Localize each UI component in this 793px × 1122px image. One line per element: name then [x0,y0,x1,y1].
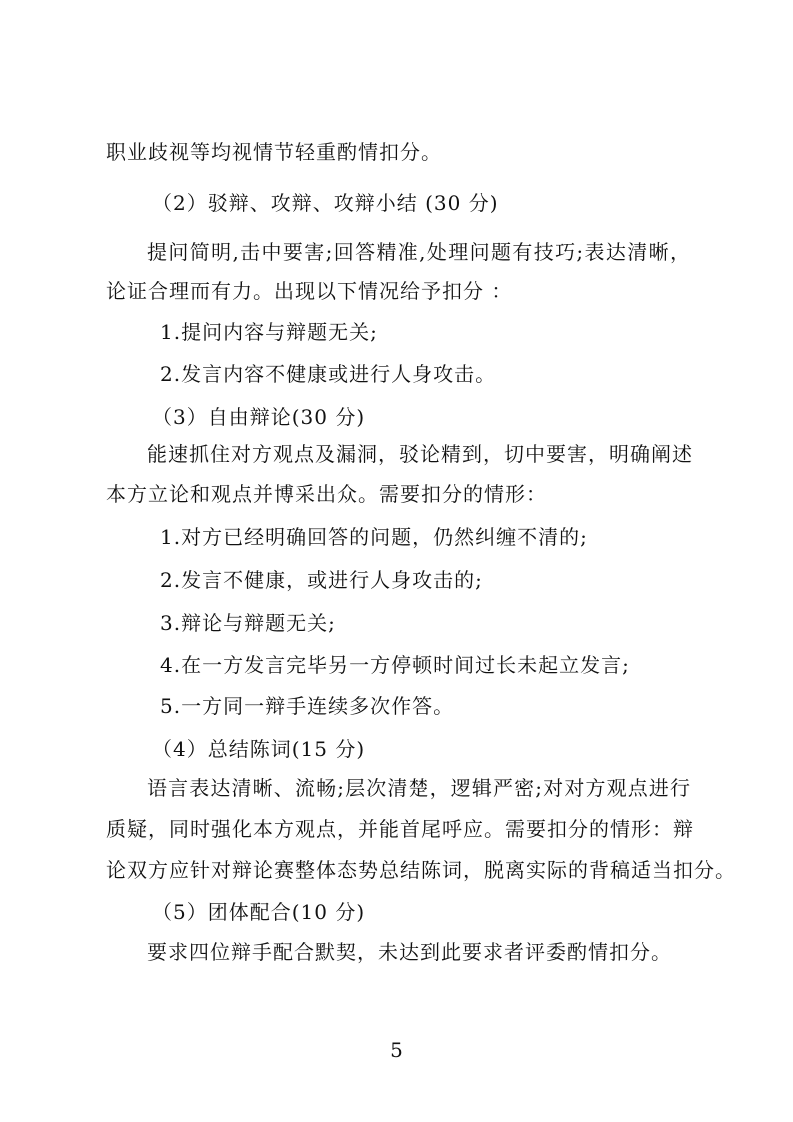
list-item: 2.发言内容不健康或进行人身攻击。 [160,362,497,386]
section-heading: （3）自由辩论(30 分) [152,405,366,429]
page-number: 5 [390,1038,403,1062]
paragraph-line: 论双方应针对辩论赛整体态势总结陈词，脱离实际的背稿适当扣分。 [106,858,736,882]
list-item: 1.对方已经明确回答的问题，仍然纠缠不清的; [160,525,588,549]
paragraph-line: 语言表达清晰、流畅;层次清楚，逻辑严密;对对方观点进行 [147,776,691,800]
section-heading: （5）团体配合(10 分) [152,900,366,924]
paragraph-line: 能速抓住对方观点及漏洞，驳论精到，切中要害，明确阐述 [147,442,693,466]
paragraph-line: 职业歧视等均视情节轻重酌情扣分。 [106,140,442,164]
paragraph-line: 提问简明,击中要害;回答精准,处理问题有技巧;表达清晰， [147,240,691,264]
paragraph-line: 质疑，同时强化本方观点，并能首尾呼应。需要扣分的情形：辩 [106,817,694,841]
paragraph-line: 要求四位辩手配合默契，未达到此要求者评委酌情扣分。 [147,940,672,964]
list-item: 5.一方同一辩手连续多次作答。 [160,694,455,718]
paragraph-line: 论证合理而有力。出现以下情况给予扣分 ： [106,279,513,303]
list-item: 4.在一方发言完毕另一方停顿时间过长未起立发言; [160,653,630,677]
list-item: 2.发言不健康，或进行人身攻击的; [160,568,483,592]
section-heading: （2）驳辩、攻辩、攻辩小结 (30 分) [152,191,499,215]
paragraph-line: 本方立论和观点并博采出众。需要扣分的情形： [106,482,547,506]
section-heading: （4）总结陈词(15 分) [152,737,366,761]
list-item: 3.辩论与辩题无关; [160,611,336,635]
list-item: 1.提问内容与辩题无关; [160,320,378,344]
